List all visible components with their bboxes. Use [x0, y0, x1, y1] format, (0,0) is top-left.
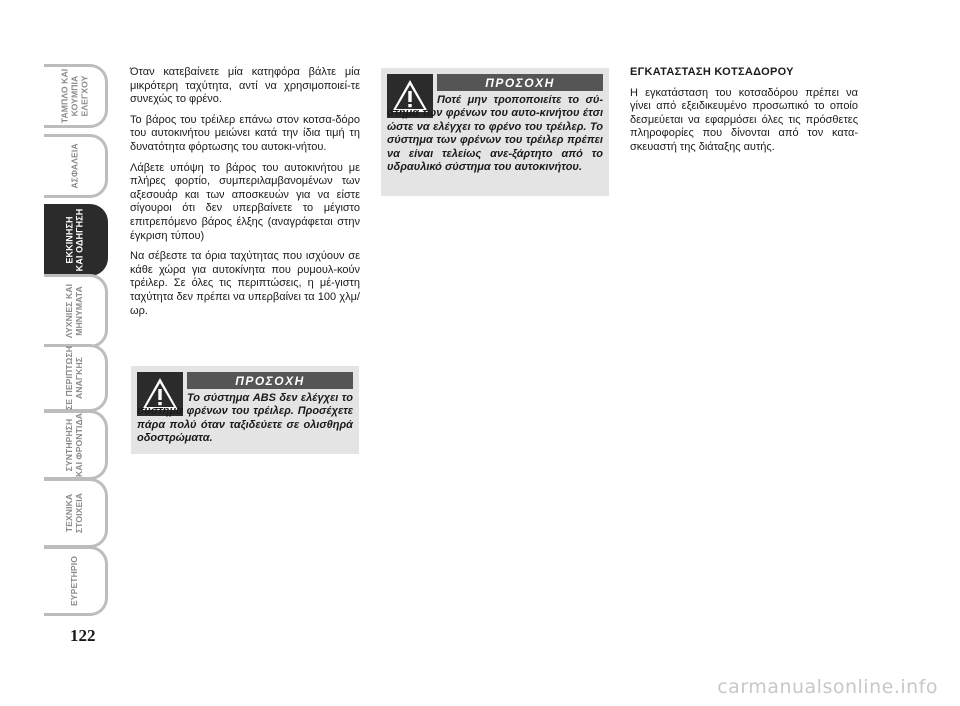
tab-starting-driving[interactable]	[44, 204, 108, 276]
tab-safety[interactable]	[44, 134, 108, 198]
section-heading: ΕΓΚΑΤΑΣΤΑΣΗ ΚΟΤΣΑΔΟΡΟΥ	[630, 66, 794, 78]
warning-box-brakes	[381, 68, 609, 196]
tab-label: ΕΥΡΕΤΗΡΙΟ	[69, 555, 80, 607]
tab-label: ΛΥΧΝΙΕΣ ΚΑΙ ΜΗΝΥΜΑΤΑ	[64, 283, 85, 339]
tab-label: ΕΚΚΙΝΗΣΗ ΚΑΙ ΟΔΗΓΗΣΗ	[64, 208, 85, 272]
tab-label: ΑΣΦΑΛΕΙΑ	[69, 143, 80, 189]
column-left	[130, 66, 360, 325]
tab-dashboard-controls[interactable]	[44, 64, 108, 128]
tab-emergency[interactable]	[44, 344, 108, 412]
warning-title: ΠΡΟΣΟΧΗ	[437, 74, 603, 91]
warning-text: Ποτέ μην τροποποιείτε το σύ-στημα των φρένων του αυτο-κινήτου έτσι ώστε να ελέγχει το φρένο του τρέιλερ. Το σύστημα των φρένων του τρέιλερ πρέπει να είναι τελείως ανε-ξάρτητο από το υδραυλικό σύστημα του αυτοκινήτου.	[387, 94, 603, 174]
tab-maintenance[interactable]	[44, 410, 108, 480]
tab-lights-messages[interactable]	[44, 274, 108, 348]
paragraph: Η εγκατάσταση του κοτσαδόρου πρέπει να γίνει από εξειδικευμένο προσωπικό το οποίο δεσμεύεται να εφαρμόσει όλες τις πρόσθετες πληροφορίες που δίνονται από τον κατα-σκευαστή της διάταξης αυτής.	[630, 86, 858, 153]
page-number: 122	[70, 626, 96, 645]
watermark: carmanualsonline.info	[717, 676, 938, 698]
tab-technical-data[interactable]	[44, 478, 108, 548]
tab-label: ΣΥΝΤΗΡΗΣΗ ΚΑΙ ΦΡΟΝΤΙΔΑ	[64, 412, 85, 478]
tab-label: ΤΕΧΝΙΚΑ ΣΤΟΙΧΕΙΑ	[64, 492, 85, 534]
warning-box-abs	[131, 366, 359, 454]
paragraph: Να σέβεστε τα όρια ταχύτητας που ισχύουν σε κάθε χώρα για αυτοκίνητα που ρυμουλ-κούν τρέιλερ. Σε όλες τις περιπτώσεις, η μέ-γιστη ταχύτητα δεν πρέπει να υπερβαίνει τα 100 χλμ/ωρ.	[130, 250, 360, 317]
tab-label: ΣΕ ΠΕΡΙΠΤΩΣΗ ΑΝΑΓΚΗΣ	[64, 345, 85, 411]
column-right	[630, 66, 858, 162]
tab-label: ΤΑΜΠΛΟ ΚΑΙ ΚΟΥΜΠΙΑ ΕΛΕΓΧΟΥ	[59, 68, 90, 124]
paragraph: Όταν κατεβαίνετε μία κατηφόρα βάλτε μία μικρότερη ταχύτητα, αντί να χρησιμοποιεί-τε συνεχώς το φρένο.	[130, 66, 360, 106]
paragraph: Λάβετε υπόψη το βάρος του αυτοκινήτου με πλήρες φορτίο, συμπεριλαμβανομένων των αξεσουάρ και των αποσκευών για να είστε σίγουροι ότι δεν υπερβαίνετε το μέγιστο επιτρεπόμενο βάρος έλξης (αναγράφεται στην έγκριση τύπου)	[130, 161, 360, 242]
warning-title: ΠΡΟΣΟΧΗ	[187, 372, 353, 389]
paragraph: Το βάρος του τρέιλερ επάνω στον κοτσα-δόρο του αυτοκινήτου μειώνει κατά την ίδια τιμή τη δυνατότητα φόρτωσης του αυτοκι-νήτου.	[130, 113, 360, 153]
tab-index[interactable]	[44, 546, 108, 616]
warning-text: Το σύστημα ABS δεν ελέγχει το σύστημα φρένων του τρέιλερ. Προσέχετε πάρα πολύ όταν ταξιδεύετε σε ολισθηρά οδοστρώματα.	[137, 392, 353, 445]
